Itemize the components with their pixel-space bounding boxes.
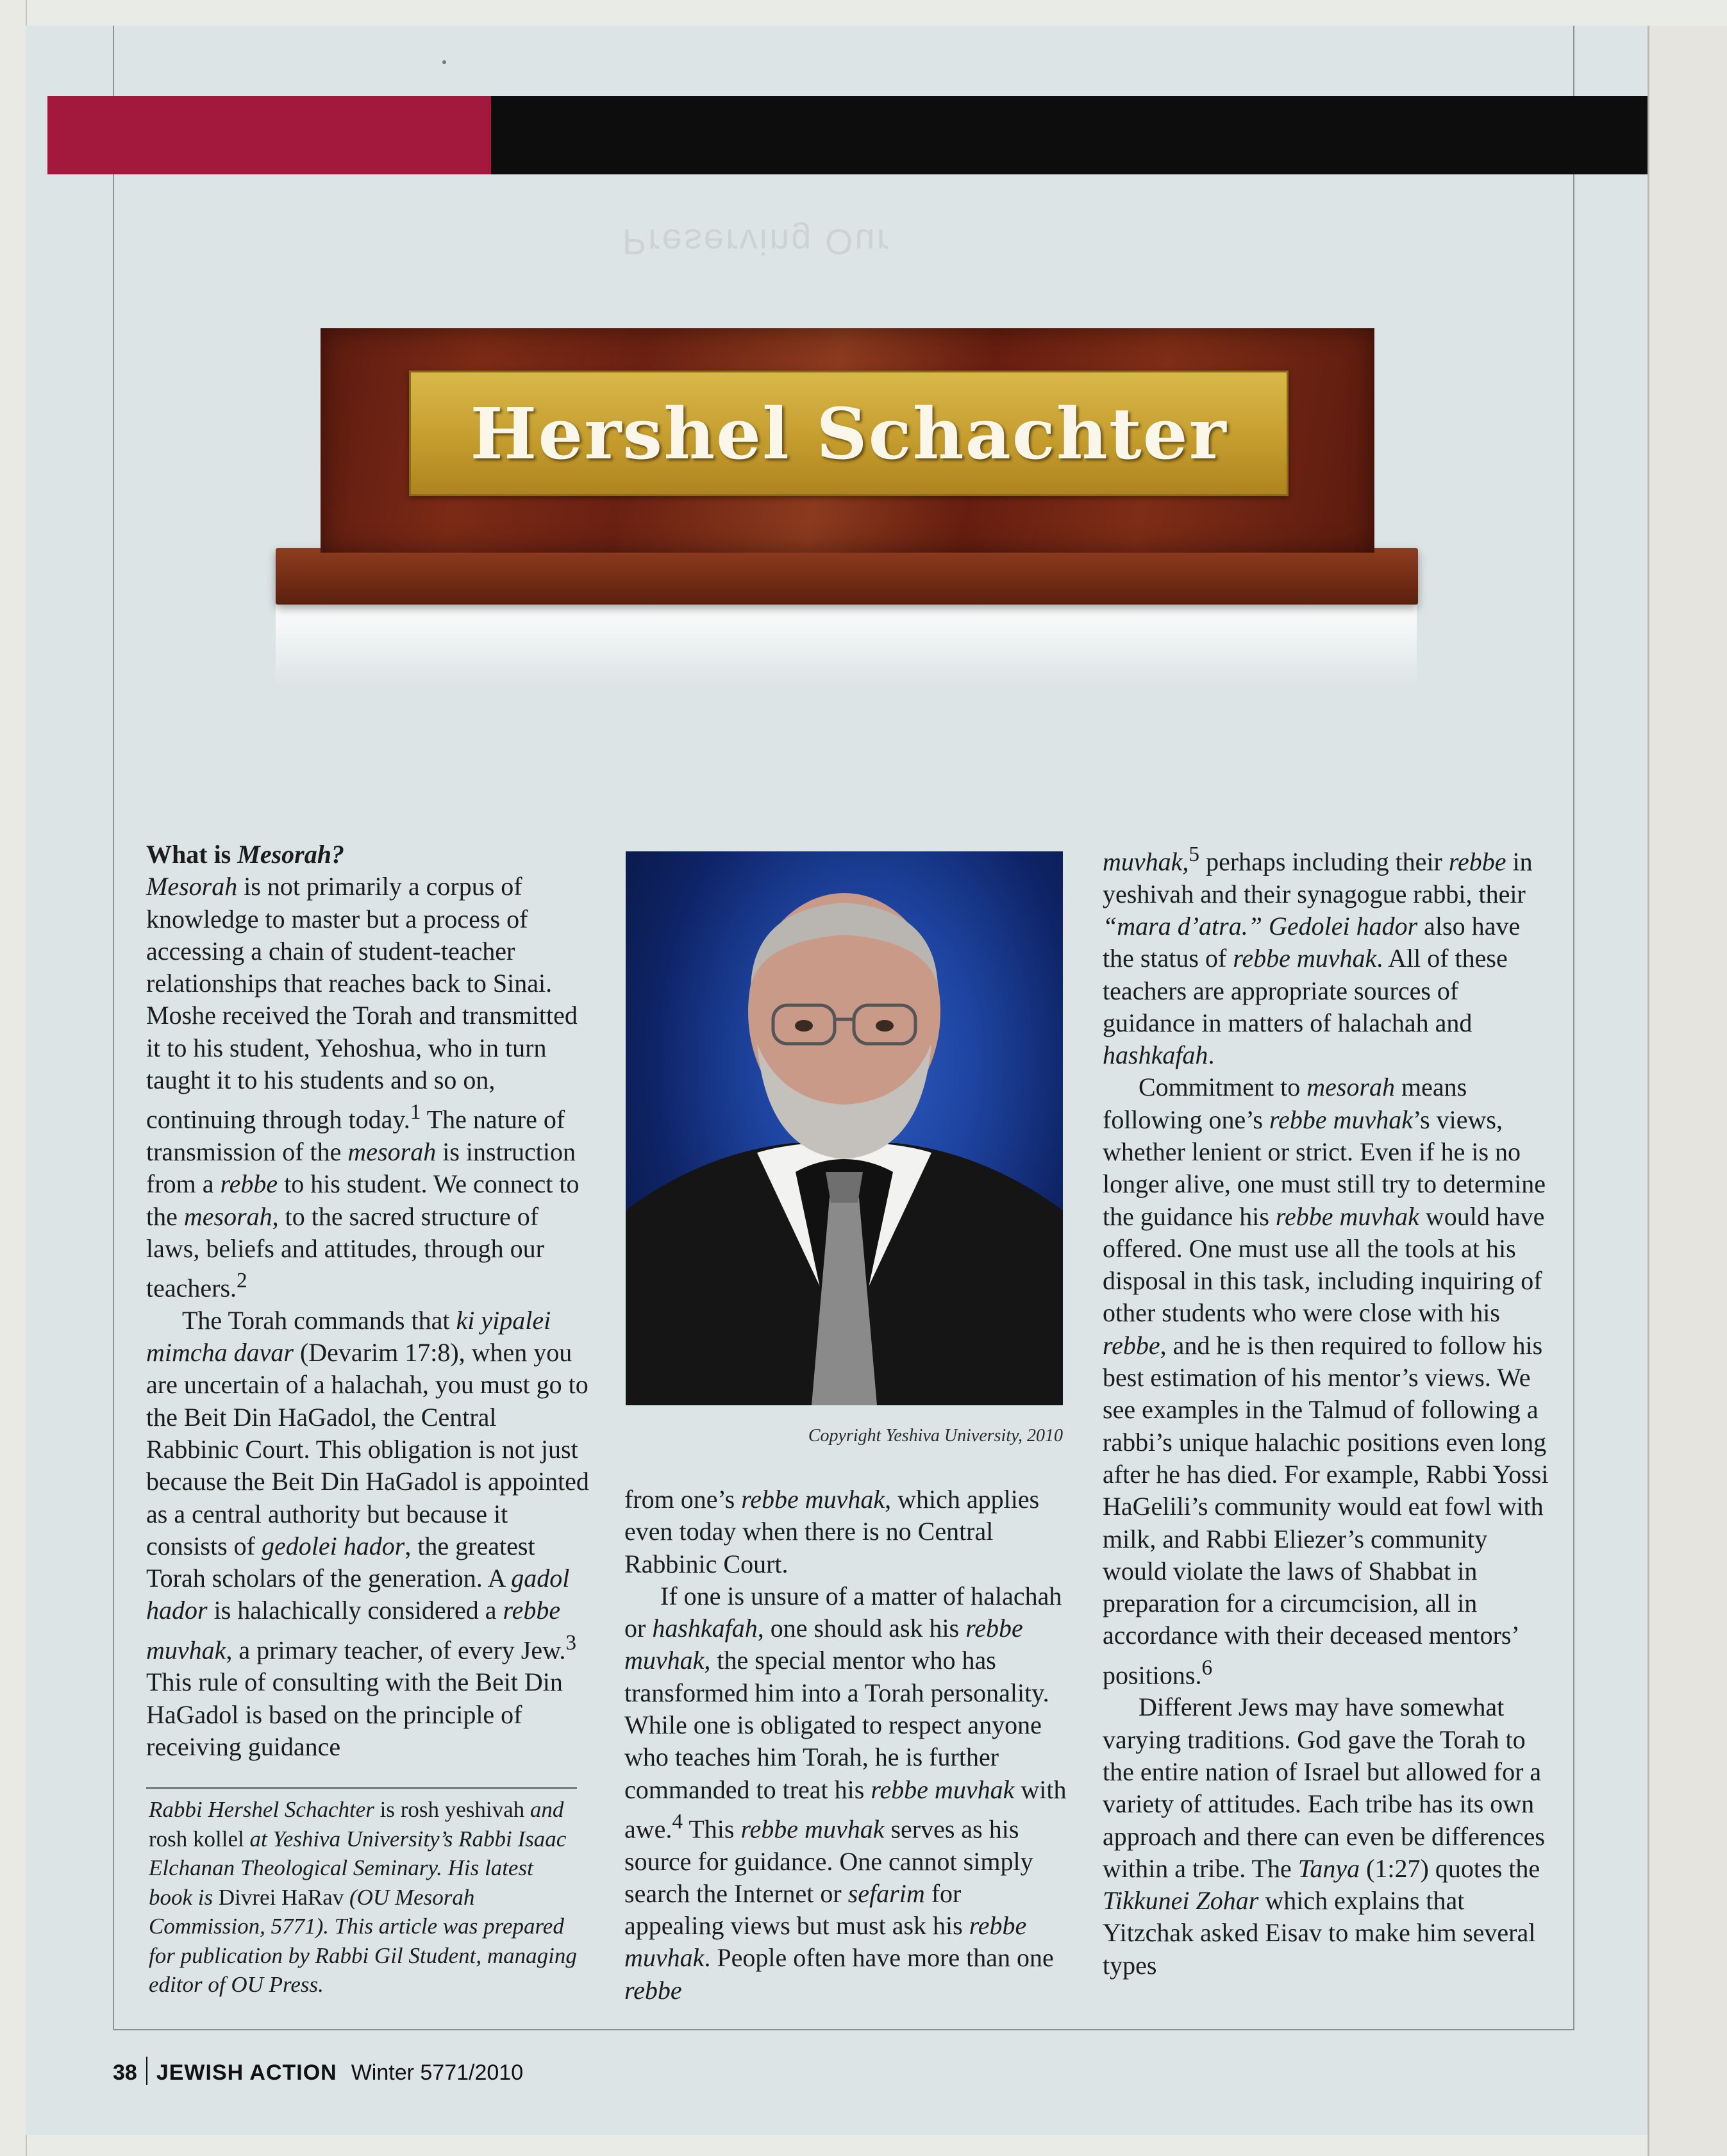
magazine-name: JEWISH ACTION [156,2060,337,2085]
nameplate-name: Hershel Schachter [470,392,1228,475]
header-accent-bar [47,96,491,174]
paragraph: Mesorah is not primarily a corpus of knowledge to master but a process of accessing a chain of student-teacher relationships that reaches back to Sinai. Moshe received the Torah and transmitted it to his student, Yehoshua, who in turn taught it to his students and so on, continuing through today.$^1$ The nature of transmission of the mesorah is instruction from a rebbe to his student. We connect to the mesorah, to the sacred structure of laws, beliefs and attitudes, through our teachers.$^2$ [146,872,580,1303]
article-column-3 [1103,839,1549,1982]
photo-credit: Copyright Yeshiva University, 2010 [808,1426,1063,1446]
author-bio: Rabbi Hershel Schachter is rosh yeshivah and rosh kollel at Yeshiva University’s Rabbi Isaac Elchanan Theological Seminary. His latest book is Divrei HaRav (OU Mesorah Commission, 5771). This article was prepared for publication by Rabbi Gil Student, managing editor of OU Press. [149,1797,577,1997]
nameplate-base [276,548,1418,605]
facing-page-edge [1648,26,1727,2156]
author-portrait-photo [626,851,1063,1405]
frame-line-bottom [113,2029,1574,2030]
issue-date: Winter 5771/2010 [351,2060,524,2085]
page-binding-edge [0,0,27,2156]
page-footer [113,2057,523,2085]
paragraph: Different Jews may have somewhat varying traditions. God gave the Torah to the entire nation of Israel but allowed for a variety of attitudes. Each tribe has its own approach and there can even be differences within a tribe. The Tanya (1:27) quotes the Tikkunei Zohar which explains that Yitzchak asked Eisav to make him several types [1103,1692,1545,1980]
frame-line-left [113,26,114,2029]
dust-speck [442,60,446,64]
article-column-2 [624,1483,1067,2007]
footer-separator [146,2057,147,2085]
article-column-1 [146,839,591,1763]
frame-line-right [1573,26,1574,2029]
paragraph: from one’s rebbe muvhak, which applies even today when there is no Central Rabbinic Court. [624,1485,1040,1578]
paragraph: Commitment to mesorah means following one’s rebbe muvhak’s views, whether lenient or strict. Even if he is no longer alive, one must still try to determine the guidance his rebbe muvhak would have offered. One must use all the tools at his disposal in this task, including inquiring of other students who were close with his rebbe, and he is then required to follow his best estimation of his mentor’s views. We see examples in the Talmud of following a rabbi’s unique halachic positions even long after he has died. For example, Rabbi Yossi HaGelili’s community would eat fowl with milk, and Rabbi Eliezer’s community would violate the laws of Shabbat in preparation for a circumcision, all in accordance with their deceased mentors’ positions.$^6$ [1103,1073,1549,1690]
paragraph: If one is unsure of a matter of halachah or hashkafah, one should ask his rebbe muvhak, the special mentor who has transformed him into a Torah personality. While one is obligated to respect anyone who teaches him Torah, he is further commanded to treat his rebbe muvhak with awe.$^4$ This rebbe muvhak serves as his source for guidance. One cannot simply search the Internet or sefarim for appealing views but must ask his rebbe muvhak. People often have more than one rebbe [624,1581,1067,2005]
portrait-illustration [626,851,1063,1405]
paragraph: muvhak,$^5$ perhaps including their rebbe in yeshivah and their synagogue rabbi, their “mara d’atra.” Gedolei hador also have the status of rebbe muvhak. All of these teachers are appropriate sources of guidance in matters of halachah and hashkafah. [1103,842,1533,1070]
mirrored-ghost-text: Preserving Our [622,222,891,262]
paragraph: The Torah commands that ki yipalei mimcha davar (Devarim 17:8), when you are uncertain of a halachah, you must go to the Beit Din HaGadol, the Central Rabbinic Court. This obligation is not just because the Beit Din HaGadol is appointed as a central authority but because it consists of gedolei hador, the greatest Torah scholars of the generation. A gadol hador is halachically considered a rebbe muvhak, a primary teacher, of every Jew.$^3$ This rule of consulting with the Beit Din HaGadol is based on the principle of receiving guidance [146,1305,589,1761]
header-dark-bar [491,96,1648,174]
section-heading: What is Mesorah? [146,840,344,869]
page-number: 38 [113,2060,137,2085]
nameplate-brass-plate [409,371,1289,496]
nameplate-reflection [276,603,1417,686]
bio-divider [146,1787,577,1789]
